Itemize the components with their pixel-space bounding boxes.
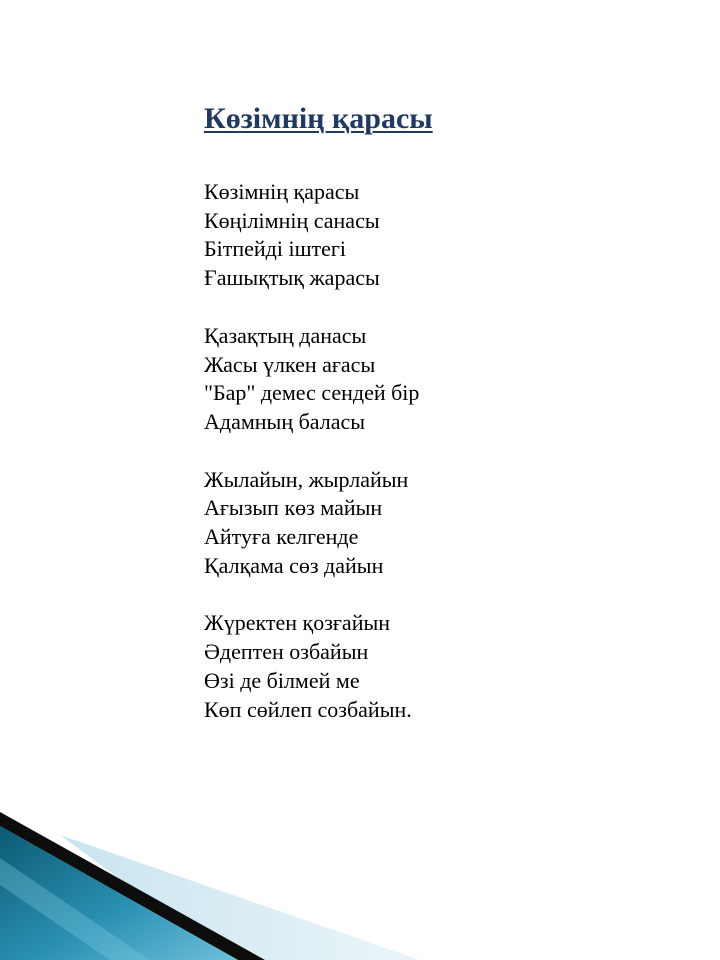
poem-line: Қазақтың данасы xyxy=(204,322,367,348)
poem-line: Жылайын, жырлайын xyxy=(204,466,409,492)
poem-title: Көзімнің қарасы xyxy=(204,102,433,135)
poem-line: Көзімнің қарасы xyxy=(204,179,360,204)
poem-line: "Бар" демес сендей бір xyxy=(204,380,420,406)
poem-line: Адамның баласы xyxy=(204,408,366,434)
poem-line: Айтуға келгенде xyxy=(204,524,359,550)
poem-line: Жүректен қозғайын xyxy=(204,610,391,636)
poem-line: Өзі де білмей ме xyxy=(204,667,360,693)
poem-line: Қалқама сөз дайын xyxy=(204,552,384,578)
poem-line: Әдептен озбайын xyxy=(204,639,369,665)
poem-line: Көп сөйлеп созбайын. xyxy=(204,696,412,722)
poem-line: Көңілімнің санасы xyxy=(204,207,380,233)
poem-line: Ғашықтық жарасы xyxy=(204,265,380,291)
poem-line: Ағызып көз майын xyxy=(204,495,383,521)
poem-line: Бітпейді іштегі xyxy=(204,236,347,262)
poem-line: Жасы үлкен ағасы xyxy=(204,351,376,377)
